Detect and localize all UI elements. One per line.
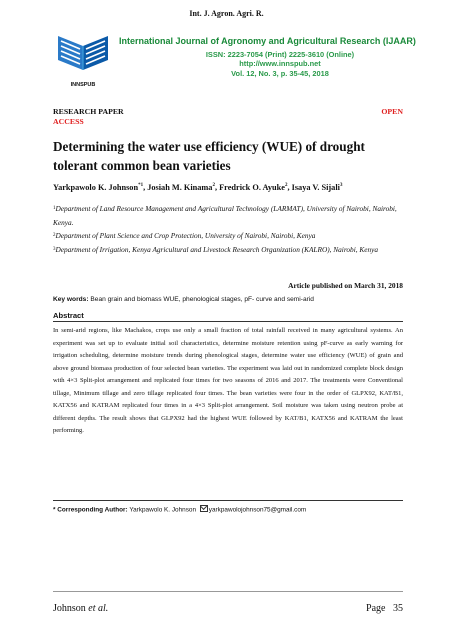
- affiliation-text: Department of Plant Science and Crop Protection, University of Nairobi, Nairobi, Kenya: [55, 231, 316, 240]
- journal-volume: Vol. 12, No. 3, p. 35-45, 2018: [231, 68, 329, 78]
- open-access-label: OPEN: [381, 107, 403, 116]
- author-list: [53, 183, 403, 192]
- journal-url[interactable]: http://www.innspub.net: [239, 59, 321, 69]
- affiliation: [53, 202, 403, 229]
- open-access-label-2: ACCESS: [53, 117, 84, 126]
- footer-et-al: et al.: [88, 603, 109, 614]
- keywords: [53, 296, 403, 303]
- author-name: , Isaya V. Sijali: [287, 183, 340, 192]
- logo-text: INNSPUB: [70, 82, 96, 88]
- abstract-text: In semi-arid regions, like Machakos, crops use only a small fraction of total rainfall received in many agricultural systems. An experiment was set up to evaluate initial soil characteristics, determine moisture retention using pF-curve as early warning for irrigation scheduling, determine moisture trends during phenological stages, determine water use efficiency (WUE) of grain and above ground biomass production of four selected bean varieties. The experiment was laid out in randomized complete block design with 4×3 Split-plot arrangement and replicated four times for two seasons of 2016 and 2017. The treatments were Conventional tillage, Minimum tillage and zero tillage replicated four times. The bean varieties were four in the order of GLPX92, KAT/B1, KATX56 and KATRAM replicated four times in a 4×3 Split-plot arrangement. Soil moisture was taken using neutron probe at different depths. The result shows that GLPX92 had the highest WUE followed by KAT/B1, KATX56 and KATRAM the least performing.: [53, 327, 403, 434]
- abstract-heading: Abstract: [53, 311, 84, 320]
- author-name: , Josiah M. Kinama: [143, 183, 213, 192]
- affiliation-text: Department of Land Resource Management and Agricultural Technology (LARMAT), University of Nairobi, Nairobi, Kenya.: [53, 204, 397, 227]
- affiliation-text: Department of Irrigation, Kenya Agricultural and Livestock Research Organization (KALRO), Nairobi, Kenya: [55, 245, 379, 254]
- mail-icon: [200, 505, 208, 512]
- abstract-bottom-rule: [53, 500, 403, 501]
- keywords-label: Key words:: [53, 296, 89, 303]
- book-logo-icon: [52, 30, 114, 76]
- affiliation: [53, 243, 403, 257]
- abstract-top-rule: [53, 321, 403, 322]
- article-type-row: [53, 107, 403, 126]
- corresponding-label: * Corresponding Author:: [53, 506, 128, 514]
- journal-title: International Journal of Agronomy and Agricultural Research (IJAAR): [119, 36, 416, 46]
- corresponding-name: Yarkpawolo K. Johnson: [127, 506, 198, 514]
- affiliation-mark: 2: [53, 233, 56, 238]
- keywords-text: Bean grain and biomass WUE, phenological stages, pF- curve and semi-arid: [88, 296, 314, 303]
- article-type: RESEARCH PAPER: [53, 107, 124, 116]
- running-head: Int. J. Agron. Agri. R.: [189, 9, 264, 18]
- page-number: Page 35: [366, 603, 403, 614]
- publisher-logo: [52, 30, 114, 88]
- corresponding-author: [53, 505, 403, 514]
- author-affiliation-mark: 2: [284, 183, 288, 189]
- author-name: Yarkpawolo K. Johnson: [53, 183, 139, 192]
- author-name: , Fredrick O. Ayuke: [214, 183, 285, 192]
- published-date: Article published on March 31, 2018: [288, 281, 403, 290]
- footer-author-name: Johnson: [53, 603, 89, 614]
- author-affiliation-mark: *1: [138, 183, 144, 189]
- affiliation-mark: 3: [53, 247, 56, 252]
- footer-author: [53, 603, 108, 614]
- affiliation-mark: 1: [53, 206, 56, 211]
- corresponding-email[interactable]: yarkpawolojohnson75@gmail.com: [208, 506, 307, 514]
- author-affiliation-mark: 3: [339, 183, 343, 189]
- journal-meta: [180, 50, 380, 78]
- paper-title: Determining the water use efficiency (WUE) of drought tolerant common bean varieties: [53, 139, 365, 173]
- author-affiliation-mark: 2: [212, 183, 215, 189]
- journal-issn: ISSN: 2223-7054 (Print) 2225-3610 (Online): [205, 50, 355, 59]
- footer-rule: [53, 591, 403, 592]
- affiliation: [53, 229, 403, 243]
